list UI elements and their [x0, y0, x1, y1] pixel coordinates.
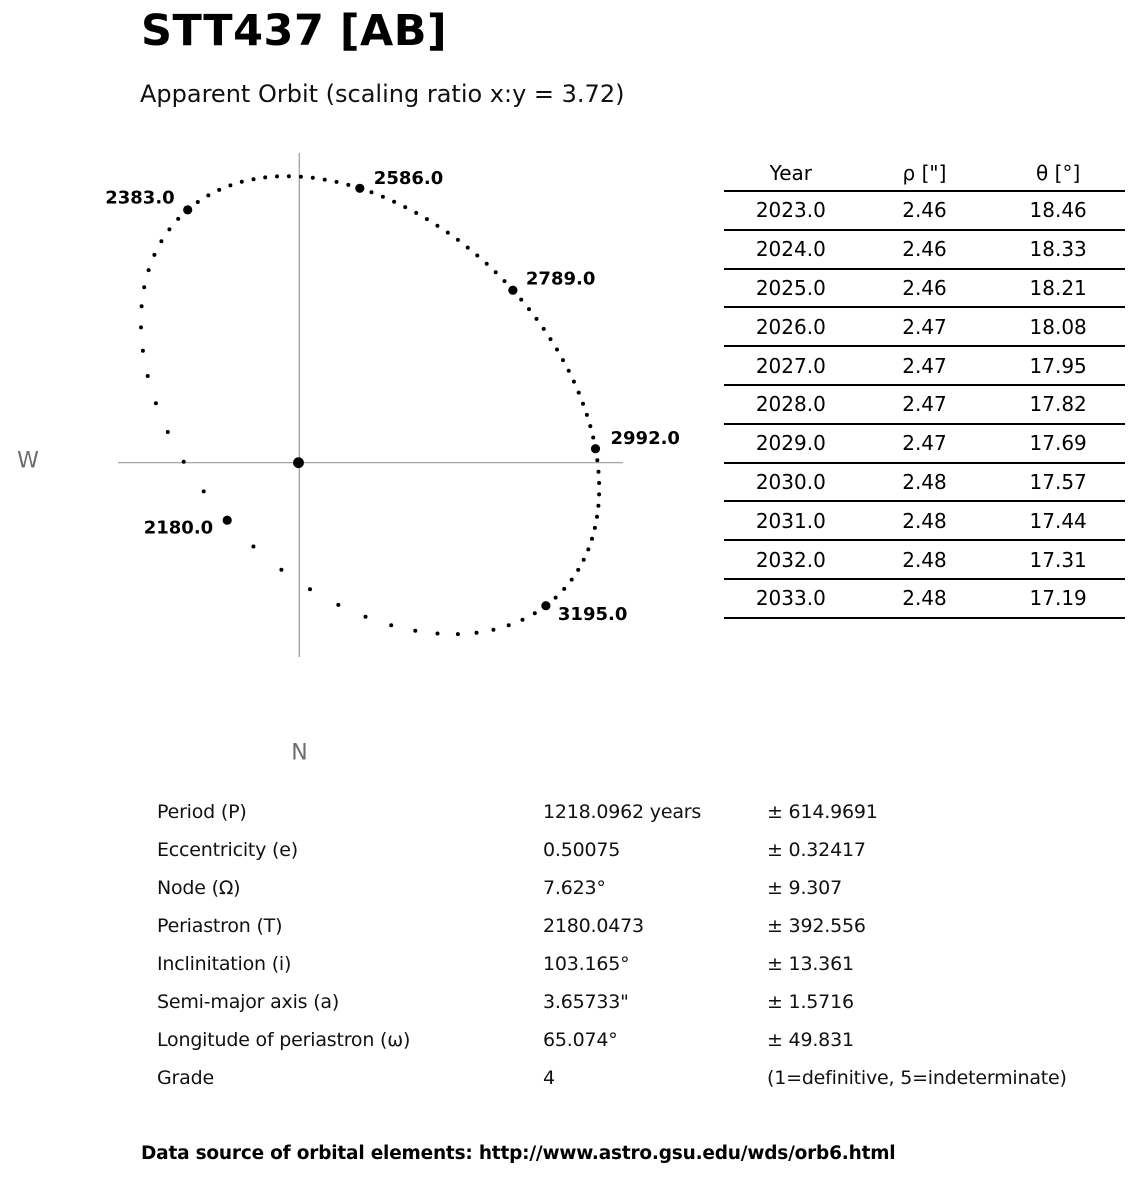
orbit-dot: [446, 231, 450, 235]
orbit-dot: [279, 568, 283, 572]
orbit-dot: [392, 200, 396, 204]
ephemeris-cell: 2.47: [858, 424, 992, 463]
element-value: 1218.0962 years: [543, 801, 702, 823]
ephemeris-cell: 2029.0: [724, 424, 858, 463]
orbit-dot: [561, 358, 565, 362]
orbit-dot: [511, 288, 515, 292]
ephemeris-cell: 18.46: [991, 191, 1125, 230]
orbit-dot: [275, 174, 279, 178]
orbit-dot: [140, 304, 144, 308]
orbit-dot: [570, 578, 574, 582]
orbit-dot: [466, 246, 470, 250]
ephemeris-cell: 2.48: [858, 501, 992, 540]
ephemeris-cell: 18.33: [991, 230, 1125, 269]
ephemeris-row: [724, 540, 1125, 579]
orbit-dot: [521, 618, 525, 622]
epoch-label: 2383.0: [105, 187, 175, 209]
orbit-dot: [585, 413, 589, 417]
orbit-dot: [582, 558, 586, 562]
element-error: ± 0.32417: [767, 839, 866, 861]
orbit-dot: [176, 217, 180, 221]
element-label: Node (Ω): [157, 877, 241, 899]
ephemeris-cell: 17.82: [991, 385, 1125, 424]
element-label: Period (P): [157, 801, 247, 823]
element-error: ± 614.9691: [767, 801, 878, 823]
orbit-plot: [0, 0, 710, 790]
orbit-dot: [358, 186, 362, 190]
orbit-dot: [507, 623, 511, 627]
ephemeris-cell: 2.48: [858, 540, 992, 579]
orbit-dot: [228, 183, 232, 187]
element-value: 65.074°: [543, 1029, 618, 1051]
orbit-dot: [588, 424, 592, 428]
orbit-dot: [225, 518, 229, 522]
epoch-label: 2789.0: [525, 268, 596, 290]
element-label: Inclinitation (i): [157, 953, 292, 975]
ephemeris-cell: 2027.0: [724, 346, 858, 385]
epoch-label: 3195.0: [557, 604, 628, 626]
element-label: Grade: [157, 1067, 214, 1089]
ephemeris-cell: 2.48: [858, 463, 992, 502]
ephemeris-row: [724, 579, 1125, 618]
orbit-dot: [456, 632, 460, 636]
ephemeris-row: [724, 269, 1125, 308]
orbit-dot: [577, 391, 581, 395]
ephemeris-cell: 2033.0: [724, 579, 858, 618]
orbit-dot: [554, 596, 558, 600]
ephemeris-cell: 2024.0: [724, 230, 858, 269]
orbit-dot: [240, 180, 244, 184]
compass-west-label: W: [17, 448, 39, 474]
epoch-label: 2586.0: [373, 167, 444, 189]
epoch-dot: [591, 444, 600, 453]
page-title: STT437 [AB]: [141, 6, 448, 56]
orbital-elements-list: [157, 793, 1067, 1097]
orbit-dot: [435, 224, 439, 228]
element-value: 103.165°: [543, 953, 630, 975]
element-value: 2180.0473: [543, 915, 644, 937]
element-error: ± 392.556: [767, 915, 866, 937]
orbit-dot: [591, 436, 595, 440]
element-error: ± 1.5716: [767, 991, 854, 1013]
orbit-dot: [503, 279, 507, 283]
ephemeris-cell: 2.47: [858, 385, 992, 424]
orbit-dot: [567, 369, 571, 373]
ephemeris-cell: 18.21: [991, 269, 1125, 308]
orbit-dot: [206, 193, 210, 197]
orbit-dot: [202, 489, 206, 493]
orbit-dot: [491, 628, 495, 632]
orbit-dot: [595, 515, 599, 519]
orbit-dot: [535, 317, 539, 321]
orbit-dot: [335, 180, 339, 184]
orbit-dot: [544, 604, 548, 608]
element-label: Semi-major axis (a): [157, 991, 340, 1013]
orbit-dot: [533, 611, 537, 615]
ephemeris-cell: 2031.0: [724, 501, 858, 540]
orbit-dot: [141, 349, 145, 353]
orbit-dot: [475, 631, 479, 635]
ephemeris-row: [724, 191, 1125, 230]
orbit-dot: [159, 239, 163, 243]
compass-north-label: N: [291, 740, 308, 766]
orbit-dot: [336, 603, 340, 607]
orbit-dot: [576, 568, 580, 572]
orbit-dot: [555, 348, 559, 352]
orbit-dot: [594, 447, 598, 451]
ephemeris-cell: 17.57: [991, 463, 1125, 502]
orbit-dot: [542, 327, 546, 331]
ephemeris-cell: 2023.0: [724, 191, 858, 230]
chart-subtitle: Apparent Orbit (scaling ratio x:y = 3.72): [140, 80, 625, 108]
orbit-dot: [251, 545, 255, 549]
orbit-dot: [527, 307, 531, 311]
ephemeris-cell: 2025.0: [724, 269, 858, 308]
orbit-dot: [494, 270, 498, 274]
epoch-label: 2180.0: [143, 517, 214, 539]
ephemeris-row: [724, 424, 1125, 463]
ephemeris-cell: 17.95: [991, 346, 1125, 385]
orbit-dot: [182, 460, 186, 464]
orbit-dot: [595, 458, 599, 462]
orbit-dot: [562, 587, 566, 591]
orbit-dot: [389, 623, 393, 627]
epoch-dot: [541, 601, 550, 610]
orbit-dot: [299, 175, 303, 179]
orbit-dot: [196, 200, 200, 204]
orbit-dot: [308, 587, 312, 591]
orbit-dot: [597, 470, 601, 474]
orbit-dot: [186, 208, 190, 212]
orbit-dot: [252, 177, 256, 181]
orbit-dot: [346, 183, 350, 187]
orbit-dot: [425, 217, 429, 221]
ephemeris-col-header-rho: ρ ["]: [858, 156, 992, 191]
ephemeris-table: [724, 156, 1125, 619]
orbit-dot: [593, 526, 597, 530]
orbit-dot: [146, 374, 150, 378]
ephemeris-row: [724, 346, 1125, 385]
orbit-dot: [152, 253, 156, 257]
orbit-dot: [414, 211, 418, 215]
orbit-dot: [263, 175, 267, 179]
orbit-dot: [436, 632, 440, 636]
orbit-dot: [403, 205, 407, 209]
orbit-dot: [311, 176, 315, 180]
ephemeris-cell: 2.48: [858, 579, 992, 618]
orbit-dot: [166, 430, 170, 434]
ephemeris-cell: 17.44: [991, 501, 1125, 540]
element-error: ± 13.361: [767, 953, 854, 975]
orbit-dot: [475, 254, 479, 258]
ephemeris-cell: 2.46: [858, 230, 992, 269]
ephemeris-row: [724, 463, 1125, 502]
ephemeris-cell: 2028.0: [724, 385, 858, 424]
ephemeris-col-header-theta: θ [°]: [991, 156, 1125, 191]
orbit-dot: [485, 262, 489, 266]
epoch-label: 2992.0: [610, 428, 680, 450]
orbit-dot: [549, 337, 553, 341]
orbit-dot: [139, 325, 143, 329]
element-value: 4: [543, 1067, 555, 1089]
ephemeris-row: [724, 230, 1125, 269]
orbit-dot: [370, 190, 374, 194]
ephemeris-header-row: [724, 156, 1125, 191]
ephemeris-cell: 17.31: [991, 540, 1125, 579]
element-error: (1=definitive, 5=indeterminate): [767, 1067, 1067, 1089]
orbit-dot: [381, 195, 385, 199]
element-label: Longitude of periastron (ω): [157, 1029, 411, 1051]
orbit-dot: [456, 238, 460, 242]
orbit-dot: [142, 285, 146, 289]
orbit-dot: [597, 481, 601, 485]
orbit-dot: [590, 537, 594, 541]
orbit-dot: [413, 629, 417, 633]
orbit-dot: [596, 504, 600, 508]
element-value: 0.50075: [543, 839, 621, 861]
ephemeris-cell: 2.46: [858, 269, 992, 308]
element-value: 3.65733": [543, 991, 629, 1013]
orbit-dot: [519, 298, 523, 302]
ephemeris-row: [724, 501, 1125, 540]
epoch-marks: [105, 168, 680, 625]
orbit-path-dots: [139, 174, 601, 636]
ephemeris-cell: 2.47: [858, 346, 992, 385]
ephemeris-cell: 2030.0: [724, 463, 858, 502]
orbit-dot: [597, 492, 601, 496]
element-label: Eccentricity (e): [157, 839, 298, 861]
element-error: ± 49.831: [767, 1029, 854, 1051]
element-label: Periastron (T): [157, 915, 283, 937]
orbit-dot: [167, 227, 171, 231]
ephemeris-cell: 2.46: [858, 191, 992, 230]
data-source-note: Data source of orbital elements: http://www.astro.gsu.edu/wds/orb6.html: [141, 1143, 896, 1164]
orbit-dot: [147, 268, 151, 272]
ephemeris-row: [724, 307, 1125, 346]
orbit-dot: [323, 178, 327, 182]
ephemeris-cell: 18.08: [991, 307, 1125, 346]
epoch-dot: [223, 516, 232, 525]
orbit-dot: [572, 380, 576, 384]
element-error: ± 9.307: [767, 877, 842, 899]
epoch-dot: [355, 184, 364, 193]
orbit-dot: [287, 174, 291, 178]
ephemeris-cell: 2026.0: [724, 307, 858, 346]
epoch-dot: [183, 205, 192, 214]
orbit-dot: [586, 547, 590, 551]
ephemeris-cell: 2032.0: [724, 540, 858, 579]
orbit-dot: [364, 615, 368, 619]
orbit-dot: [581, 402, 585, 406]
ephemeris-col-header-year: Year: [724, 156, 858, 191]
epoch-dot: [508, 286, 517, 295]
ephemeris-cell: 17.69: [991, 424, 1125, 463]
orbit-dot: [217, 188, 221, 192]
ephemeris-cell: 17.19: [991, 579, 1125, 618]
ephemeris-cell: 2.47: [858, 307, 992, 346]
element-value: 7.623°: [543, 877, 606, 899]
ephemeris-row: [724, 385, 1125, 424]
orbit-dot: [154, 401, 158, 405]
primary-star-dot: [293, 457, 304, 468]
